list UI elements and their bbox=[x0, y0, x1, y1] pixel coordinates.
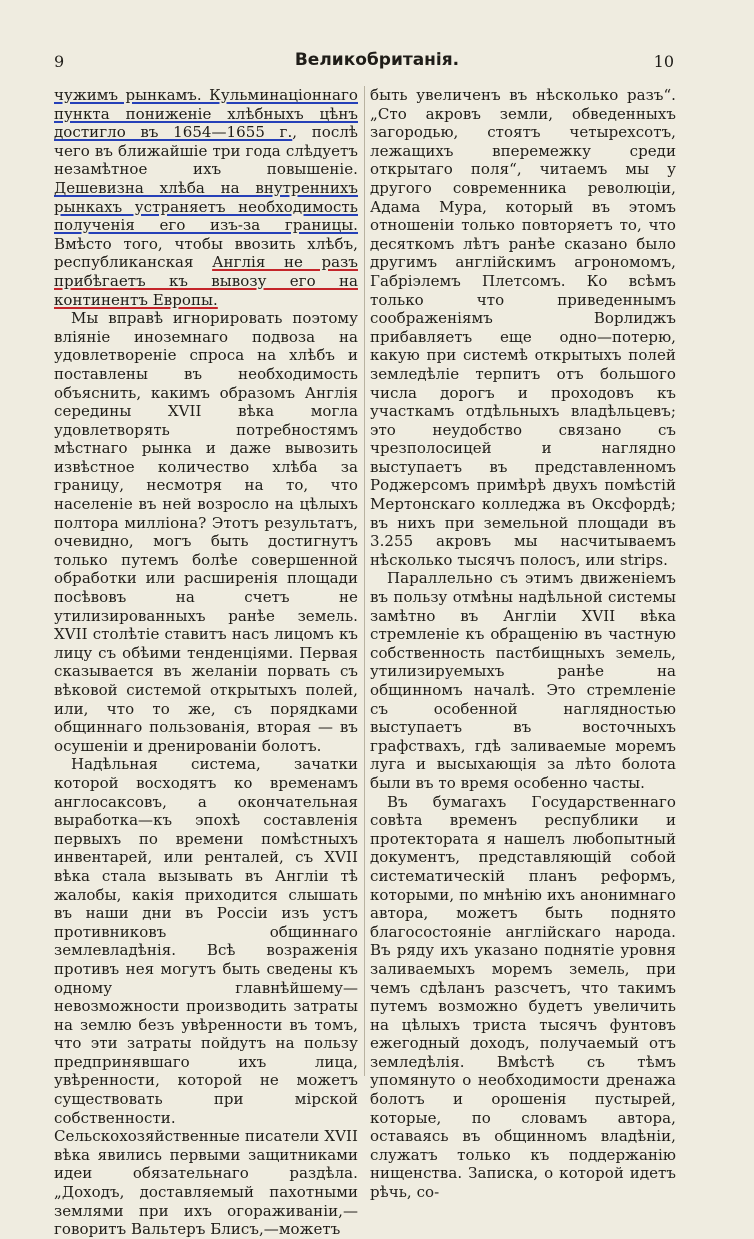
column-divider bbox=[364, 86, 365, 1076]
paragraph: Параллельно съ этимъ движеніемъ въ пользу отмѣны надѣльной системы замѣтно въ Англіи XVII вѣка стремленіе къ обращенію въ частную собственность пастбищныхъ земель, утилизируемыхъ ранѣе на общинномъ началѣ. Это стремленіе съ особенной наглядностью выступаетъ въ восточныхъ графствахъ, гдѣ заливаемые моремъ луга и высыхающія за лѣто болота были въ то время особенно часты. bbox=[370, 569, 676, 792]
paragraph: Въ бумагахъ Государственнаго совѣта временъ республики и протектората я нашелъ любопытный документъ, представляющій собой систематическій планъ реформъ, которыми, по мнѣнію ихъ анонимнаго автора, можетъ быть поднято благосостояніе англійскаго народа. Въ ряду ихъ указано поднятіе уровня заливаемыхъ моремъ земель, при чемъ сдѣланъ разсчетъ, что такимъ путемъ возможно будетъ увеличить на цѣлыхъ триста тысячъ фунтовъ ежегодный доходъ, получаемый отъ земледѣлія. Вмѣстѣ съ тѣмъ упомянуто о необходимости дренажа болотъ и орошенія пустырей, которые, по словамъ автора, оставаясь въ общинномъ владѣніи, служатъ только къ поддержанію нищенства. Записка, о которой идетъ рѣчь, со- bbox=[370, 792, 676, 1202]
right-column bbox=[370, 86, 676, 1202]
underlined-passage: Дешевизна хлѣба на внутреннихъ рынкахъ устраняетъ необходимость полученія его изъ-за границы. bbox=[54, 178, 358, 235]
page-number-right: 10 bbox=[653, 52, 674, 71]
text-run: Вмѣсто того, чтобы ввозить хлѣбъ, республиканская bbox=[54, 234, 358, 272]
paragraph: Надѣльная система, зачатки которой восходятъ ко временамъ англосаксовъ, а окончательная выработка—къ эпохѣ составленія первыхъ по времени помѣстныхъ инвентарей, или ренталей, съ XVII вѣка стала вызывать въ Англіи тѣ жалобы, какія приходится слышать въ наши дни въ Россіи изъ устъ противниковъ общиннаго землевладѣнія. Всѣ возраженія противъ нея могутъ быть сведены къ одному главнѣйшему—невозможности производить затраты на землю безъ увѣренности въ томъ, что эти затраты пойдутъ на пользу предпринявшаго ихъ лица, увѣренности, которой не можетъ существовать при мірской собственности. Сельскохозяйственные писатели XVII вѣка явились первыми защитниками идеи обязательнаго раздѣла. „Доходъ, доставляемый пахотными землями при ихъ огораживаніи,— говоритъ Вальтеръ Блисъ,—можетъ bbox=[54, 755, 358, 1239]
paragraph: быть увеличенъ въ нѣсколько разъ“. „Сто акровъ земли, обведенныхъ загородью, стоятъ четырехсотъ, лежащихъ вперемежку среди открытаго поля“, читаемъ мы у другого современника революціи, Адама Мура, который въ этомъ отношеніи только повторяетъ то, что десяткомъ лѣтъ ранѣе сказано было другимъ англійскимъ агрономомъ, Габріэлемъ Плетсомъ. Ко всѣмъ только что приведеннымъ соображеніямъ Ворлиджъ прибавляетъ еще одно—потерю, какую при системѣ открытыхъ полей земледѣліе терпитъ отъ большого числа дорогъ и проходовъ къ участкамъ отдѣльныхъ владѣльцевъ; это неудобство связано съ чрезполосицей и наглядно выступаетъ въ представленномъ Роджерсомъ примѣрѣ двухъ помѣстій Мертонскаго колледжа въ Оксфордѣ; въ нихъ при земельной площади въ 3.255 акровъ мы насчитываемъ нѣсколько тысячъ полосъ, или strips. bbox=[370, 86, 676, 569]
running-title: Великобританія. bbox=[294, 50, 460, 70]
page-header bbox=[0, 50, 754, 74]
paragraph bbox=[54, 86, 358, 309]
paragraph: Мы вправѣ игнорировать поэтому вліяніе иноземнаго подвоза на удовлетвореніе спроса на хлѣбъ и поставлены въ необходимость объяснить, какимъ образомъ Англія середины XVII вѣка могла удовлетворять потребностямъ мѣстнаго рынка и даже вывозить извѣстное количество хлѣба за границу, несмотря на то, что населеніе въ ней возросло на цѣлыхъ полтора милліона? Этотъ результатъ, очевидно, могъ быть достигнутъ только путемъ болѣе совершенной обработки или расширенія площади посѣвовъ на счетъ не утилизированныхъ ранѣе земель. XVII столѣтіе ставитъ насъ лицомъ къ лицу съ обѣими тенденціями. Первая сказывается въ желаніи порвать съ вѣковой системой открытыхъ полей, или, что то же, съ порядками общиннаго пользованія, вторая — въ осушеніи и дренированіи болотъ. bbox=[54, 309, 358, 755]
page-number-left: 9 bbox=[54, 52, 65, 71]
left-column bbox=[54, 86, 358, 1239]
underlined-passage: чужимъ рынкамъ. Кульминаціоннаго пункта пониженіе хлѣбныхъ цѣнъ достигло въ 1654—1655 г. bbox=[54, 86, 358, 142]
red-underlined-passage: Англія не разъ прибѣгаетъ къ вывозу его на континентъ Европы. bbox=[54, 253, 358, 309]
text-run: , послѣ чего въ ближайшіе три года слѣдуетъ незамѣтное ихъ повышеніе. bbox=[54, 123, 358, 179]
